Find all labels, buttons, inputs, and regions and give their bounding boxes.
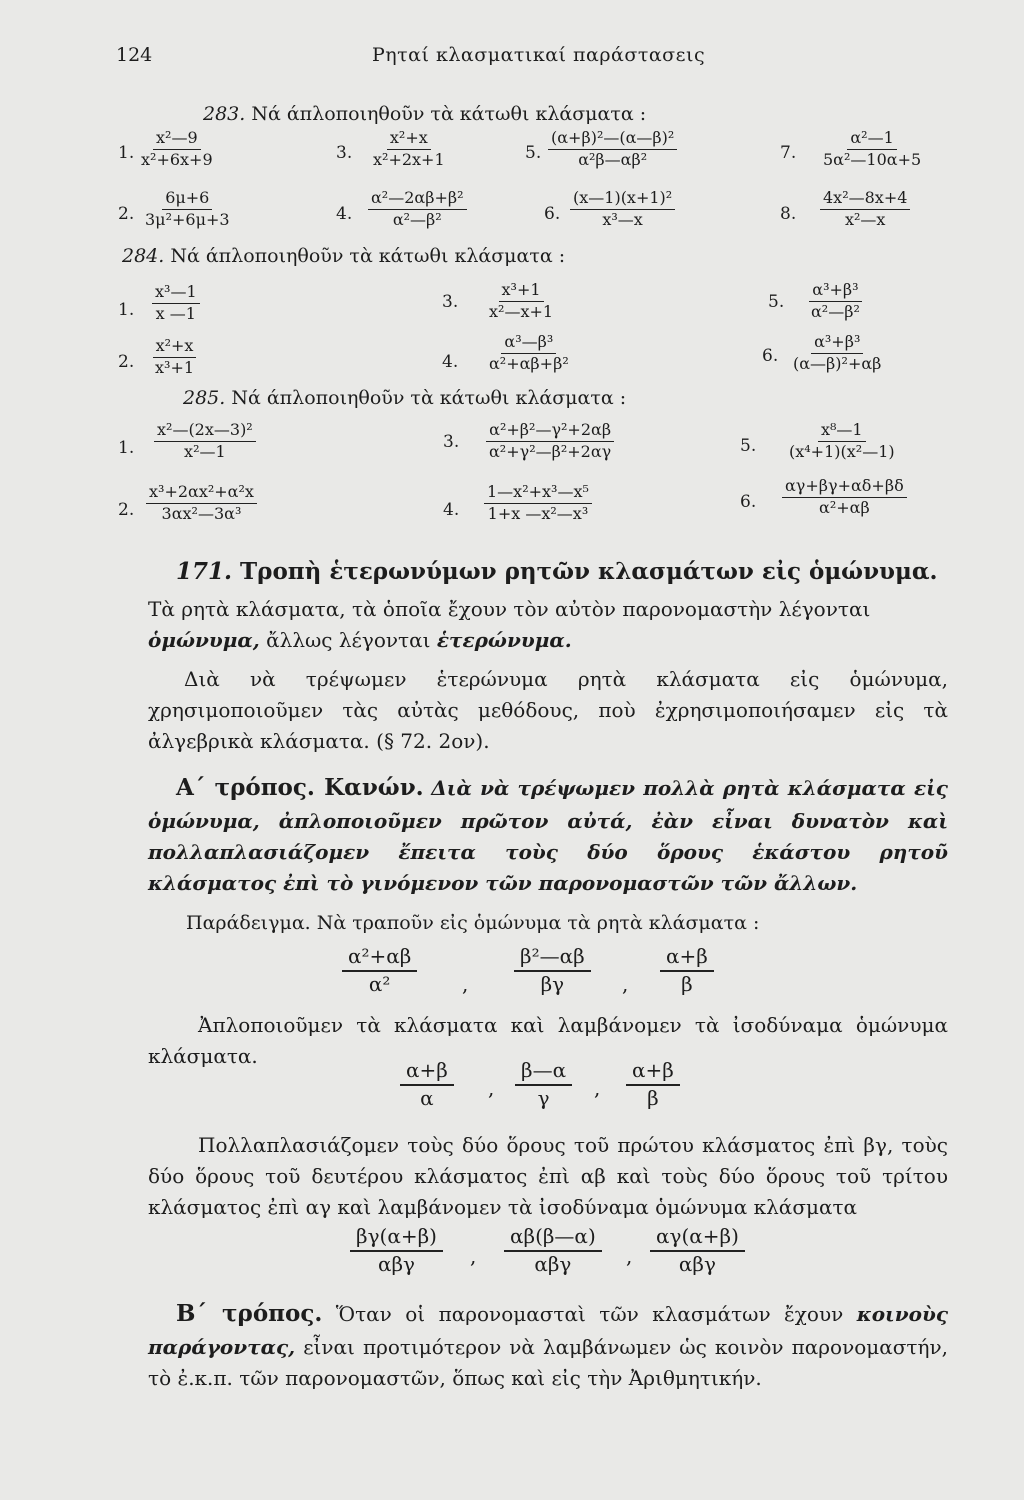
numerator: (α+β)²—(α—β)² <box>548 130 677 150</box>
numerator: x²+x <box>387 130 431 150</box>
comma: , <box>594 1076 601 1100</box>
exercise-284-heading <box>122 245 565 267</box>
comma: , <box>462 972 469 996</box>
denominator: αβγ <box>678 1252 716 1276</box>
item-label: 3. <box>336 143 353 163</box>
numerator: x²—(2x—3)² <box>154 422 256 442</box>
simplified-fraction <box>400 1060 454 1109</box>
numerator: x³—1 <box>152 284 200 304</box>
denominator: α²—β² <box>392 209 442 229</box>
method-b-label: Β΄ τρόπος. <box>176 1300 323 1327</box>
denominator: (x⁴+1)(x²—1) <box>789 441 895 461</box>
item-label: 4. <box>336 204 353 224</box>
fraction <box>146 484 257 523</box>
denominator: x²+2x+1 <box>373 149 445 169</box>
fraction <box>808 282 863 321</box>
item-label: 2. <box>118 500 135 520</box>
numerator: x²—9 <box>153 130 201 150</box>
running-title: Ρηταί κλασματικαί παράστασεις <box>372 44 706 66</box>
item-label: 5. <box>525 143 542 163</box>
fraction <box>138 130 216 169</box>
item-label: 6. <box>762 346 779 366</box>
numerator: x³+2αx²+α²x <box>146 484 257 504</box>
numerator: 1—x²+x³—x⁵ <box>484 484 592 504</box>
denominator: αβγ <box>377 1252 415 1276</box>
numerator: β—α <box>515 1060 572 1086</box>
numerator: α²+β²—γ²+2αβ <box>486 422 614 442</box>
method-b-paragraph <box>148 1296 948 1394</box>
text: εἶναι προτιμότερον νὰ λαμβάνωμεν ὡς κοινὸν παρονομαστήν, τὸ ἐ.κ.π. τῶν παρονομαστῶν, ὅπως καὶ εἰς τὴν Ἀριθμητικήν. <box>148 1334 948 1390</box>
numerator: x³+1 <box>499 282 544 302</box>
denominator: 5α²—10α+5 <box>823 149 922 169</box>
example-fraction <box>660 946 714 995</box>
numerator: (x—1)(x+1)² <box>570 190 675 210</box>
denominator: β <box>681 972 693 996</box>
result-fraction <box>504 1226 602 1275</box>
fraction <box>548 130 677 169</box>
method-a-label: Α΄ τρόπος. Κανών. <box>176 774 424 801</box>
definition-paragraph <box>148 594 948 656</box>
numerator: x⁸—1 <box>818 422 866 442</box>
fraction <box>142 190 233 229</box>
exercise-number: 284. <box>122 245 165 267</box>
text: ἄλλως λέγονται <box>259 628 437 652</box>
example-fraction <box>514 946 591 995</box>
numerator: α²—2αβ+β² <box>368 190 467 210</box>
numerator: α²—1 <box>847 130 896 150</box>
item-label: 5. <box>768 292 785 312</box>
item-label: 3. <box>442 292 459 312</box>
term-heteronymous: ἑτερώνυμα. <box>436 628 572 652</box>
exercise-instruction: Νά άπλοποιηθοῦν τὰ κάτωθι κλάσματα : <box>231 387 627 409</box>
denominator: x²—x <box>844 209 886 229</box>
item-label: 1. <box>118 438 135 458</box>
fraction <box>484 484 592 523</box>
denominator: (α—β)²+αβ <box>793 353 882 373</box>
exercise-instruction: Νά άπλοποιηθοῦν τὰ κάτωθι κλάσματα : <box>170 245 566 267</box>
simplified-fraction <box>626 1060 680 1109</box>
denominator: 1+x —x²—x³ <box>487 503 589 523</box>
numerator: α³+β³ <box>809 282 861 302</box>
denominator: α² <box>368 972 391 996</box>
method-paragraph: Διὰ νὰ τρέψωμεν ἑτερώνυμα ρητὰ κλάσματα εἰς ὁμώνυμα, χρησιμοποιοῦμεν τὰς αὐτὰς μεθόδους, ποὺ ἐχρησιμοποιήσαμεν εἰς τὰ ἀλγεβρικὰ κλάσματα. (§ 72. 2ον). <box>148 667 948 753</box>
exercise-number: 285. <box>183 387 226 409</box>
numerator: β²—αβ <box>514 946 591 972</box>
fraction <box>486 334 572 373</box>
comma: , <box>488 1076 495 1100</box>
section-heading <box>176 558 938 585</box>
item-label: 7. <box>780 143 797 163</box>
numerator: 4x²—8x+4 <box>820 190 910 210</box>
fraction <box>152 338 197 377</box>
fraction <box>486 282 556 321</box>
item-label: 5. <box>740 436 757 456</box>
section-title: Τροπὴ ἑτερωνύμων ρητῶν κλασμάτων εἰς ὁμώνυμα. <box>240 558 938 585</box>
numerator: x²+x <box>153 338 197 358</box>
denominator: α²+γ²—β²+2αγ <box>489 441 612 461</box>
denominator: x²+6x+9 <box>141 149 213 169</box>
fraction <box>790 334 884 373</box>
text: Ὅταν οἱ παρονομασταὶ τῶν κλασμάτων ἔχουν <box>322 1302 857 1326</box>
example-fraction <box>342 946 417 995</box>
denominator: γ <box>537 1086 550 1110</box>
fraction <box>152 284 200 323</box>
item-label: 4. <box>442 352 459 372</box>
page-number: 124 <box>116 44 153 66</box>
fraction <box>820 190 910 229</box>
numerator: 6μ+6 <box>162 190 212 210</box>
numerator: α³—β³ <box>501 334 556 354</box>
item-label: 6. <box>740 492 757 512</box>
simplified-fraction <box>515 1060 572 1109</box>
result-fraction <box>650 1226 745 1275</box>
exercise-number: 283. <box>203 103 246 125</box>
fraction <box>820 130 924 169</box>
denominator: α²+αβ+β² <box>489 353 569 373</box>
multiply-paragraph: Πολλαπλασιάζομεν τοὺς δύο ὅρους τοῦ πρώτου κλάσματος ἐπὶ βγ, τοὺς δύο ὅρους τοῦ δευτέρου κλάσματος ἐπὶ αβ καὶ τοὺς δύο ὅρους τοῦ τρίτου κλάσματος ἐπὶ αγ καὶ λαμβάνομεν τὰ ἰσοδύναμα ὁμώνυμα κλάσματα <box>148 1133 948 1219</box>
item-label: 4. <box>443 500 460 520</box>
denominator: βγ <box>540 972 565 996</box>
item-label: 2. <box>118 352 135 372</box>
fraction <box>370 130 448 169</box>
exercise-285-heading <box>183 387 626 409</box>
numerator: α+β <box>400 1060 454 1086</box>
item-label: 1. <box>118 143 135 163</box>
numerator: βγ(α+β) <box>350 1226 443 1252</box>
fraction <box>782 478 907 517</box>
denominator: x²—1 <box>184 441 226 461</box>
term-homonymous: ὁμώνυμα, <box>148 628 260 652</box>
simplify-paragraph: Ἀπλοποιοῦμεν τὰ κλάσματα καὶ λαμβάνομεν τὰ ἰσοδύναμα ὁμώνυμα κλάσματα. <box>148 1013 948 1068</box>
denominator: α²β—αβ² <box>578 149 648 169</box>
denominator: αβγ <box>534 1252 572 1276</box>
result-fraction <box>350 1226 443 1275</box>
fraction <box>786 422 898 461</box>
numerator: αβ(β—α) <box>504 1226 602 1252</box>
numerator: α³+β³ <box>811 334 863 354</box>
denominator: 3αx²—3α³ <box>161 503 242 523</box>
denominator: α²—β² <box>811 301 860 321</box>
comma: , <box>470 1244 477 1268</box>
term-common-factors: κοινοὺς παράγοντας, <box>148 1302 948 1359</box>
comma: , <box>626 1244 633 1268</box>
item-label: 2. <box>118 204 135 224</box>
denominator: x —1 <box>155 303 196 323</box>
item-label: 8. <box>780 204 797 224</box>
method-a-rule <box>148 770 948 899</box>
comma: , <box>622 972 629 996</box>
numerator: α²+αβ <box>342 946 417 972</box>
section-number: 171. <box>176 558 233 585</box>
exercise-instruction: Νά άπλοποιηθοῦν τὰ κάτωθι κλάσματα : <box>251 103 647 125</box>
denominator: x³—x <box>602 209 643 229</box>
item-label: 6. <box>544 204 561 224</box>
numerator: αγ(α+β) <box>650 1226 745 1252</box>
numerator: α+β <box>660 946 714 972</box>
denominator: x³+1 <box>155 357 195 377</box>
method-a-rule-text: Διὰ νὰ τρέψωμεν πολλὰ ρητὰ κλάσματα εἰς ὁμώνυμα, ἀπλοποιοῦμεν πρῶτον αὐτά, ἐὰν εἶναι δυνατὸν καὶ πολλαπλασιάζομεν ἔπειτα τοὺς δύο ὅρους ἑκάστου ρητοῦ κλάσματος ἐπὶ τὸ γινόμενον τῶν παρονομαστῶν τῶν ἄλλων. <box>148 776 948 895</box>
denominator: x²—x+1 <box>489 301 554 321</box>
exercise-283-heading <box>203 103 646 125</box>
text: Τὰ ρητὰ κλάσματα, τὰ ὁποῖα ἔχουν τὸν αὐτὸν παρονομαστὴν λέγονται <box>148 597 871 621</box>
fraction <box>486 422 614 461</box>
fraction <box>570 190 675 229</box>
fraction <box>368 190 467 229</box>
denominator: 3μ²+6μ+3 <box>145 209 230 229</box>
fraction <box>154 422 256 461</box>
numerator: αγ+βγ+αδ+βδ <box>782 478 907 498</box>
numerator: α+β <box>626 1060 680 1086</box>
denominator: β <box>647 1086 659 1110</box>
item-label: 3. <box>443 432 460 452</box>
denominator: α <box>420 1086 434 1110</box>
example-intro: Παράδειγμα. Νὰ τραποῦν εἰς ὁμώνυμα τὰ ρητὰ κλάσματα : <box>186 912 760 934</box>
item-label: 1. <box>118 300 135 320</box>
denominator: α²+αβ <box>819 497 870 517</box>
